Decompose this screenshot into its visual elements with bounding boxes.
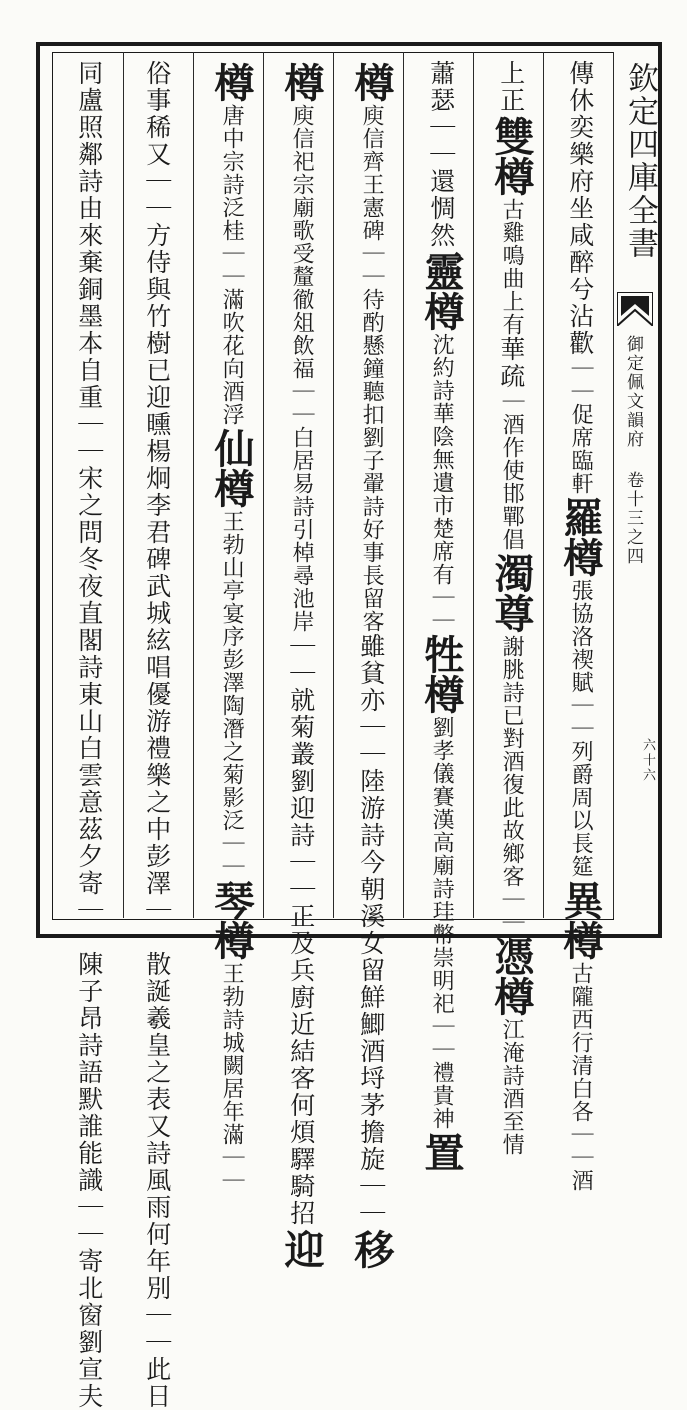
headword: 憑樽 [488,936,535,1016]
text-segment: ｜｜列爵周以長筵 [568,694,594,878]
column-rule [613,52,614,918]
text-column [60,60,118,1410]
book-title: 欽定四庫全書 [622,62,658,260]
column-rule [333,52,334,918]
text-segment: 華疏 [496,336,526,390]
text-column [482,60,540,1156]
text-segment: 居年滿｜｜ [219,1077,245,1192]
text-segment: 幣崇明祀｜｜禮貴神 [429,923,455,1130]
headword: 琴樽 [208,880,255,960]
text-segment: 上正 [496,60,526,114]
column-rule [193,52,194,918]
text-segment: 張協洛禊賦 [568,579,594,694]
text-segment: ｜｜就菊叢劉迎詩｜｜正及兵廚近結客何煩驛騎招 [286,633,316,1227]
headword: 樽 [348,62,395,102]
fishtail-mark [617,292,653,326]
volume-label: 御定佩文韻府 卷十三之四 [623,335,643,566]
headword: 樽 [278,62,325,102]
text-segment: 俗事稀又｜｜方侍與竹樹已迎曛楊炯李君碑武城絃唱優游 [142,60,172,735]
column-rule [263,52,264,918]
column-rule [473,52,474,918]
text-segment: 白雲意茲夕寄｜｜陳子昂詩語默誰能識｜｜寄北窗劉宣夫 [74,735,104,1410]
text-segment: 古雞鳴曲上有 [499,198,525,336]
headword: 移 [348,1229,395,1269]
headword: 牲樽 [418,634,465,714]
text-column [128,60,186,1410]
text-segment: 王勃山亭宴序彭澤 [219,510,245,694]
text-segment: 沈約詩華陰無遺 [429,333,455,494]
headword: 雙樽 [488,116,535,196]
text-segment: 禮樂之中彭澤｜｜散誕羲皇之表又詩風雨何年別｜｜此日 [142,735,172,1410]
headword: 羅樽 [557,497,604,577]
headword: 異樽 [557,880,604,960]
text-column [342,60,400,1269]
text-column [551,60,609,1192]
text-segment: 市楚席有｜｜ [429,494,455,632]
text-column [412,60,470,1172]
text-segment: 蕭瑟｜｜ [426,60,456,168]
text-segment: 王勃詩城闕 [219,962,245,1077]
headword: 置 [418,1132,465,1172]
column-rule [403,52,404,918]
headword: 靈樽 [418,251,465,331]
text-column [272,60,330,1269]
text-segment: 雖貧亦｜｜陸游詩今朝溪女留鮮鯽酒埒茅擔旋｜｜ [356,633,386,1227]
text-segment: 還惆然 [426,168,456,249]
column-rule [543,52,544,918]
text-segment: 同盧照鄰詩由來棄銅墨本自重｜｜宋之問冬夜直閣詩東山 [74,60,104,735]
text-segment: 古隴西行清白各｜｜酒 [568,962,594,1192]
text-segment: 劉孝儀賽漢高廟詩珪 [429,716,455,923]
text-segment: 沾歡 [565,303,595,357]
text-segment: ｜｜ [499,888,525,934]
text-segment: ｜｜促席臨軒 [568,357,594,495]
headword: 仙樽 [208,428,255,508]
text-segment: 謝朓詩已對 [499,635,525,750]
column-rule [123,52,124,918]
text-segment: 江淹詩 [499,1018,525,1087]
text-segment: 傳休奕樂府坐咸醉兮 [565,60,595,303]
text-segment: 酒復此故鄉客 [499,750,525,888]
text-segment: 酒至情 [499,1087,525,1156]
text-segment: ｜酒作使邯鄲倡 [499,390,525,551]
text-segment: 陶潛之菊影泛｜｜ [219,694,245,878]
page-number: 六十六 [640,738,655,783]
text-segment: 唐中宗詩泛桂｜｜滿吹花向酒浮 [219,104,245,426]
headword: 迎 [278,1229,325,1269]
headword: 樽 [208,62,255,102]
text-segment: 庾信祀宗廟歌受釐徹俎飲福｜｜白居易詩引棹尋池岸 [289,104,315,633]
text-column [202,60,260,1192]
headword: 濁尊 [488,553,535,633]
text-segment: 庾信齊王憲碑｜｜待酌懸鐘聽扣劉子翬詩好事長留客 [359,104,385,633]
